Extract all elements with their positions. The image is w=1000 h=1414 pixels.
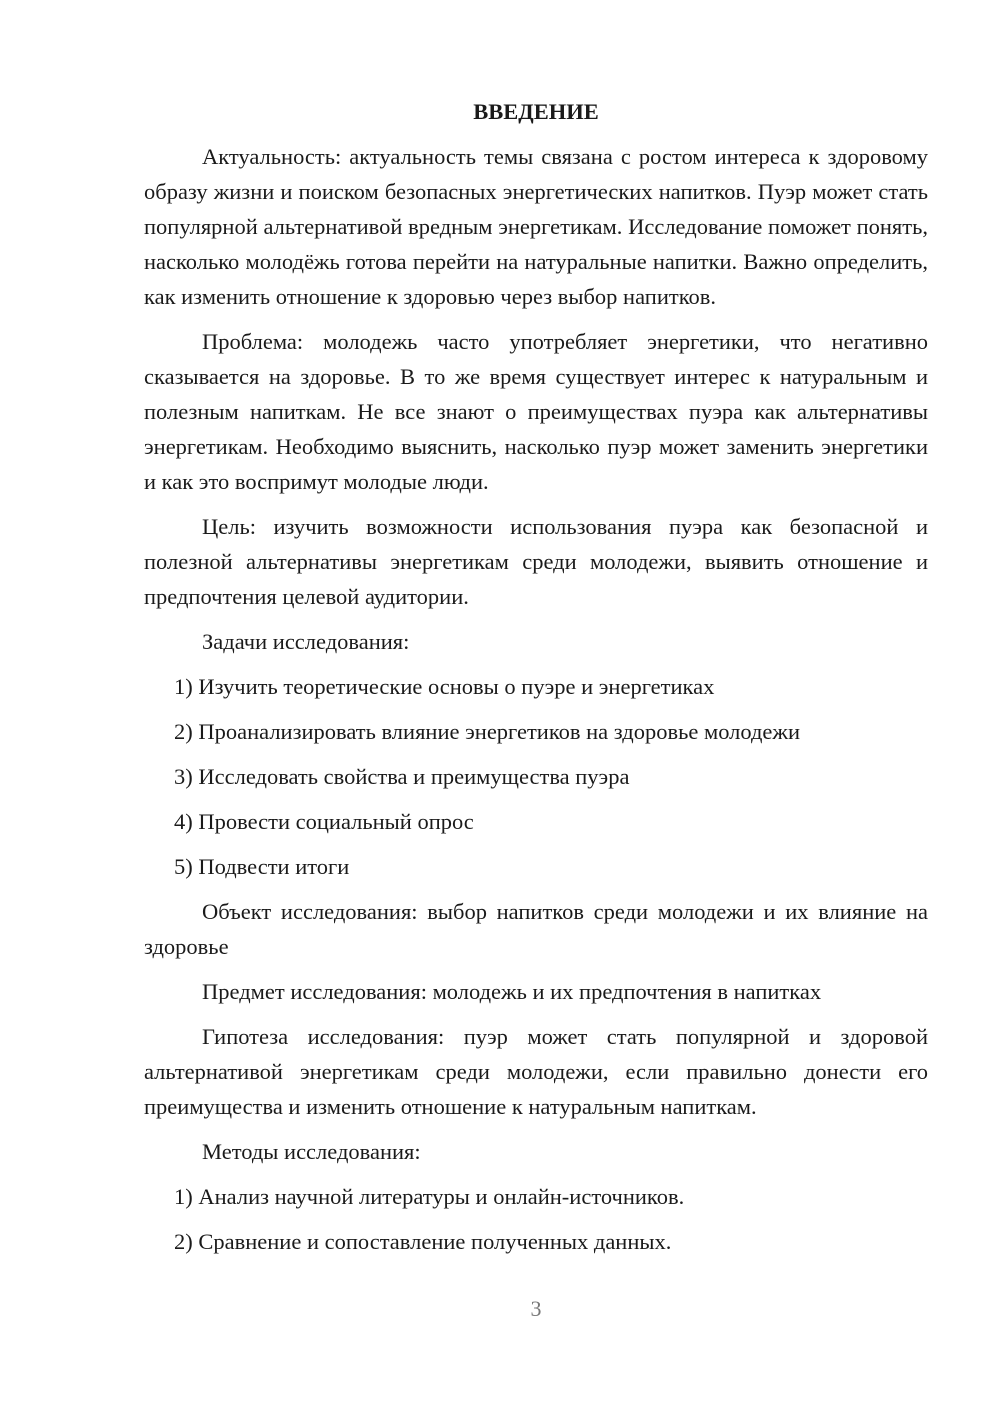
task-item: 3) Исследовать свойства и преимущества пуэра	[174, 764, 630, 789]
problem-paragraph: Проблема: молодежь часто употребляет энергетики, что негативно сказывается на здоровье. В то же время существует интерес к натуральным и полезным напиткам. Не все знают о преимуществах пуэра как альтернативы энергетикам. Необходимо выяснить, насколько пуэр может заменить энергетики и как это воспримут молодые люди.	[144, 329, 928, 494]
section-heading: ВВЕДЕНИЕ	[473, 99, 599, 124]
method-item: 1) Анализ научной литературы и онлайн-источников.	[174, 1184, 685, 1209]
methods-list	[144, 1179, 928, 1259]
method-item: 2) Сравнение и сопоставление полученных данных.	[174, 1229, 672, 1254]
subject-paragraph: Предмет исследования: молодежь и их предпочтения в напитках	[202, 979, 822, 1004]
document-page	[144, 94, 928, 1269]
task-item: 1) Изучить теоретические основы о пуэре и энергетиках	[174, 674, 715, 699]
tasks-list	[144, 669, 928, 884]
relevance-paragraph: Актуальность: актуальность темы связана с ростом интереса к здоровому образу жизни и поиском безопасных энергетических напитков. Пуэр может стать популярной альтернативой вредным энергетикам. Исследование поможет понять, насколько молодёжь готова перейти на натуральные напитки. Важно определить, как изменить отношение к здоровью через выбор напитков.	[144, 144, 928, 309]
page-number: 3	[530, 1296, 542, 1321]
task-item: 5) Подвести итоги	[174, 854, 350, 879]
task-item: 2) Проанализировать влияние энергетиков на здоровье молодежи	[174, 719, 801, 744]
methods-title: Методы исследования:	[202, 1139, 421, 1164]
hypothesis-paragraph: Гипотеза исследования: пуэр может стать популярной и здоровой альтернативой энергетикам среди молодежи, если правильно донести его преимущества и изменить отношение к натуральным напиткам.	[144, 1024, 928, 1119]
task-item: 4) Провести социальный опрос	[174, 809, 474, 834]
object-paragraph: Объект исследования: выбор напитков среди молодежи и их влияние на здоровье	[144, 899, 928, 959]
tasks-title: Задачи исследования:	[202, 629, 410, 654]
goal-paragraph: Цель: изучить возможности использования пуэра как безопасной и полезной альтернативы энергетикам среди молодежи, выявить отношение и предпочтения целевой аудитории.	[144, 514, 928, 609]
